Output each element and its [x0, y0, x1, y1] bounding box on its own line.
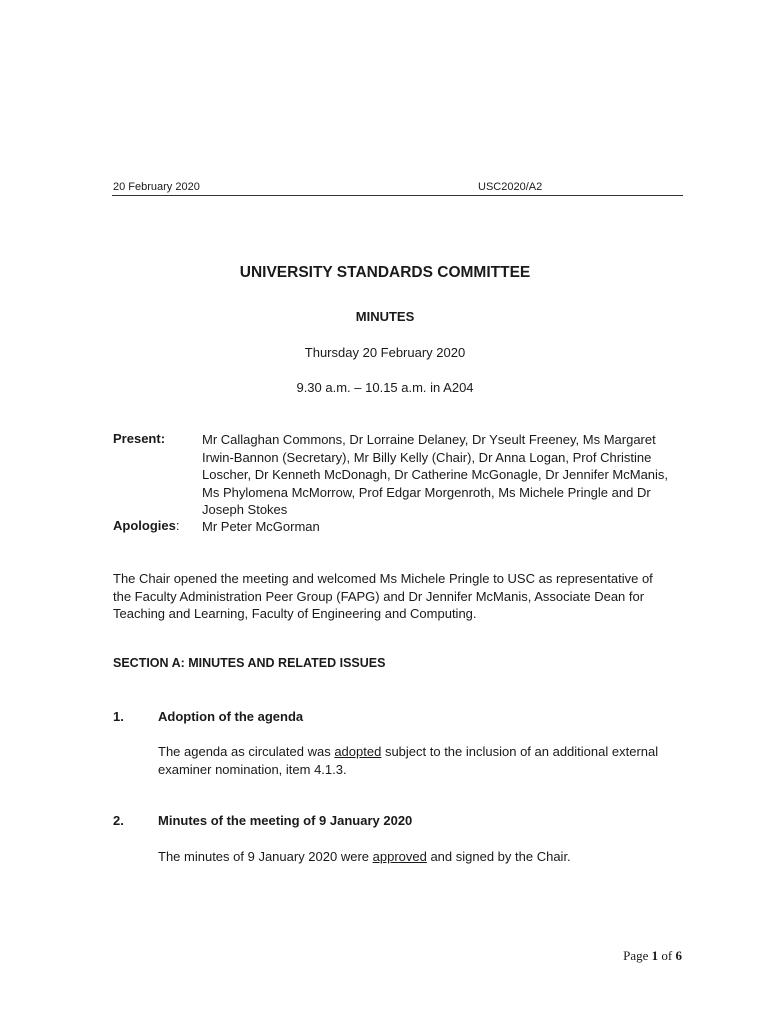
page-indicator [623, 948, 682, 964]
page-of: of [661, 948, 673, 963]
item-text-after: subject to the inclusion of an additional external examiner nomination, item 4.1.3. [158, 744, 659, 777]
item-emphasis: approved [372, 849, 427, 864]
intro-paragraph: The Chair opened the meeting and welcomed Ms Michele Pringle to USC as representative of the Faculty Administration Peer Group (FAPG) and Dr Jennifer McManis, Associate Dean for Teaching and Learning, Faculty of Engineering and Computing. [113, 571, 653, 621]
item-emphasis: adopted [334, 744, 382, 759]
page-total: 6 [675, 948, 682, 963]
item-number: 1. [113, 709, 124, 724]
apologies-colon: : [175, 518, 180, 533]
page-prefix: Page [623, 948, 649, 963]
meeting-date: Thursday 20 February 2020 [304, 345, 466, 360]
item-text-after: and signed by the Chair. [426, 849, 571, 864]
present-list: Mr Callaghan Commons, Dr Lorraine Delaney, Dr Yseult Freeney, Ms Margaret Irwin-Bannon (Secretary), Mr Billy Kelly (Chair), Dr Anna Logan, Prof Christine Loscher, Dr Kenneth McDonagh, Dr Catherine McGonagle, Dr Jennifer McManis, Ms Phylomena McMorrow, Prof Edgar Morgenroth, Ms Michele Pringle and Dr Joseph Stokes [202, 432, 669, 517]
document-subtitle: MINUTES [355, 309, 415, 324]
page-current: 1 [651, 948, 659, 963]
section-a-heading: SECTION A: MINUTES AND RELATED ISSUES [113, 656, 386, 670]
present-label: Present: [113, 431, 166, 446]
apologies-list: Mr Peter McGorman [202, 519, 320, 534]
document-title: UNIVERSITY STANDARDS COMMITTEE [239, 264, 531, 281]
apologies-label-wrap [113, 518, 179, 533]
item-body [158, 848, 668, 866]
item-text-before: The minutes of 9 January 2020 were [158, 849, 373, 864]
item-heading: Minutes of the meeting of 9 January 2020 [158, 813, 413, 828]
apologies-label: Apologies [113, 518, 176, 533]
item-body [158, 743, 668, 778]
item-number: 2. [113, 813, 124, 828]
header-reference: USC2020/A2 [478, 181, 543, 193]
item-text-before: The agenda as circulated was [158, 744, 335, 759]
header-rule [112, 195, 683, 196]
item-heading: Adoption of the agenda [158, 709, 304, 724]
meeting-time: 9.30 a.m. – 10.15 a.m. in A204 [296, 380, 474, 395]
header-date: 20 February 2020 [113, 181, 200, 193]
